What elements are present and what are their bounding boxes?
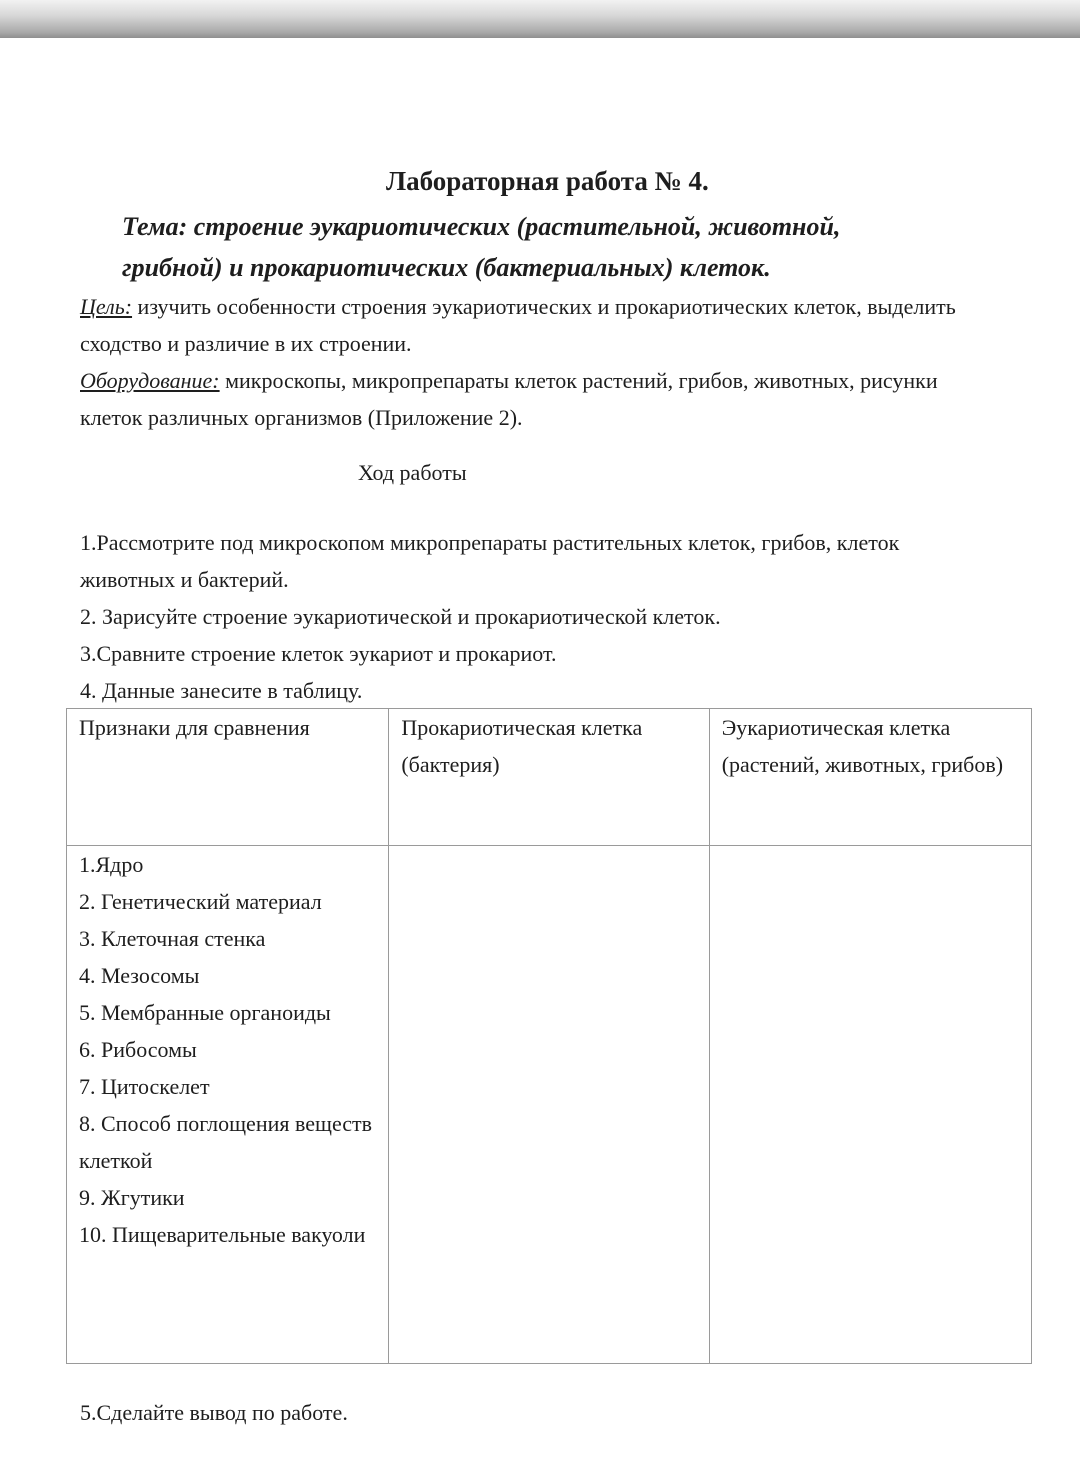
header-prokaryote: Прокариотическая клетка (бактерия) xyxy=(389,709,709,846)
document-page xyxy=(0,38,1080,1477)
header-eukaryote: Эукариотическая клетка (растений, животных, грибов) xyxy=(709,709,1031,846)
criteria-item: 10. Пищеварительные вакуоли xyxy=(79,1222,366,1247)
eukaryote-cell[interactable] xyxy=(709,846,1031,1364)
table-header-row xyxy=(67,709,1032,846)
viewer-top-bar xyxy=(0,0,1080,38)
progress-heading: Ход работы xyxy=(358,460,467,485)
step-item: 2. Зарисуйте строение эукариотической и прокариотической клеток. xyxy=(80,604,721,629)
comparison-table xyxy=(66,708,1032,1364)
criteria-item: 5. Мембранные органоиды xyxy=(79,1000,331,1025)
goal-label: Цель: xyxy=(80,294,133,319)
table-row xyxy=(67,846,1032,1364)
criteria-item: 9. Жгутики xyxy=(79,1185,185,1210)
document-title: Лабораторная работа № 4. xyxy=(386,166,709,196)
criteria-item: 7. Цитоскелет xyxy=(79,1074,210,1099)
equipment-paragraph xyxy=(80,362,1000,436)
criteria-item: 4. Мезосомы xyxy=(79,963,200,988)
criteria-item: 8. Способ поглощения веществ клеткой xyxy=(79,1111,373,1173)
document-theme xyxy=(122,206,1002,288)
prokaryote-cell[interactable] xyxy=(389,846,709,1364)
equipment-text: микроскопы, микропрепараты клеток растений, грибов, животных, рисунки клеток различных организмов (Приложение 2). xyxy=(80,368,938,430)
criteria-item: 6. Рибосомы xyxy=(79,1037,197,1062)
goal-paragraph xyxy=(80,288,1000,362)
steps-list xyxy=(80,524,980,709)
step-item: 3.Сравните строение клеток эукариот и прокариот. xyxy=(80,641,557,666)
equipment-label: Оборудование: xyxy=(80,368,220,393)
step-item: 1.Рассмотрите под микроскопом микропрепараты растительных клеток, грибов, клеток животных и бактерий. xyxy=(80,530,900,592)
criteria-cell xyxy=(67,846,389,1364)
theme-line-2: грибной) и прокариотических (бактериальных) клеток. xyxy=(122,253,771,282)
criteria-item: 3. Клеточная стенка xyxy=(79,926,266,951)
theme-line-1: Тема: строение эукариотических (растительной, животной, xyxy=(122,212,841,241)
step-item: 4. Данные занесите в таблицу. xyxy=(80,678,363,703)
criteria-item: 1.Ядро xyxy=(79,852,144,877)
criteria-item: 2. Генетический материал xyxy=(79,889,322,914)
goal-text: изучить особенности строения эукариотических и прокариотических клеток, выделить сходство и различие в их строении. xyxy=(80,294,956,356)
conclusion-step: 5.Сделайте вывод по работе. xyxy=(80,1400,348,1425)
header-criteria: Признаки для сравнения xyxy=(67,709,389,846)
